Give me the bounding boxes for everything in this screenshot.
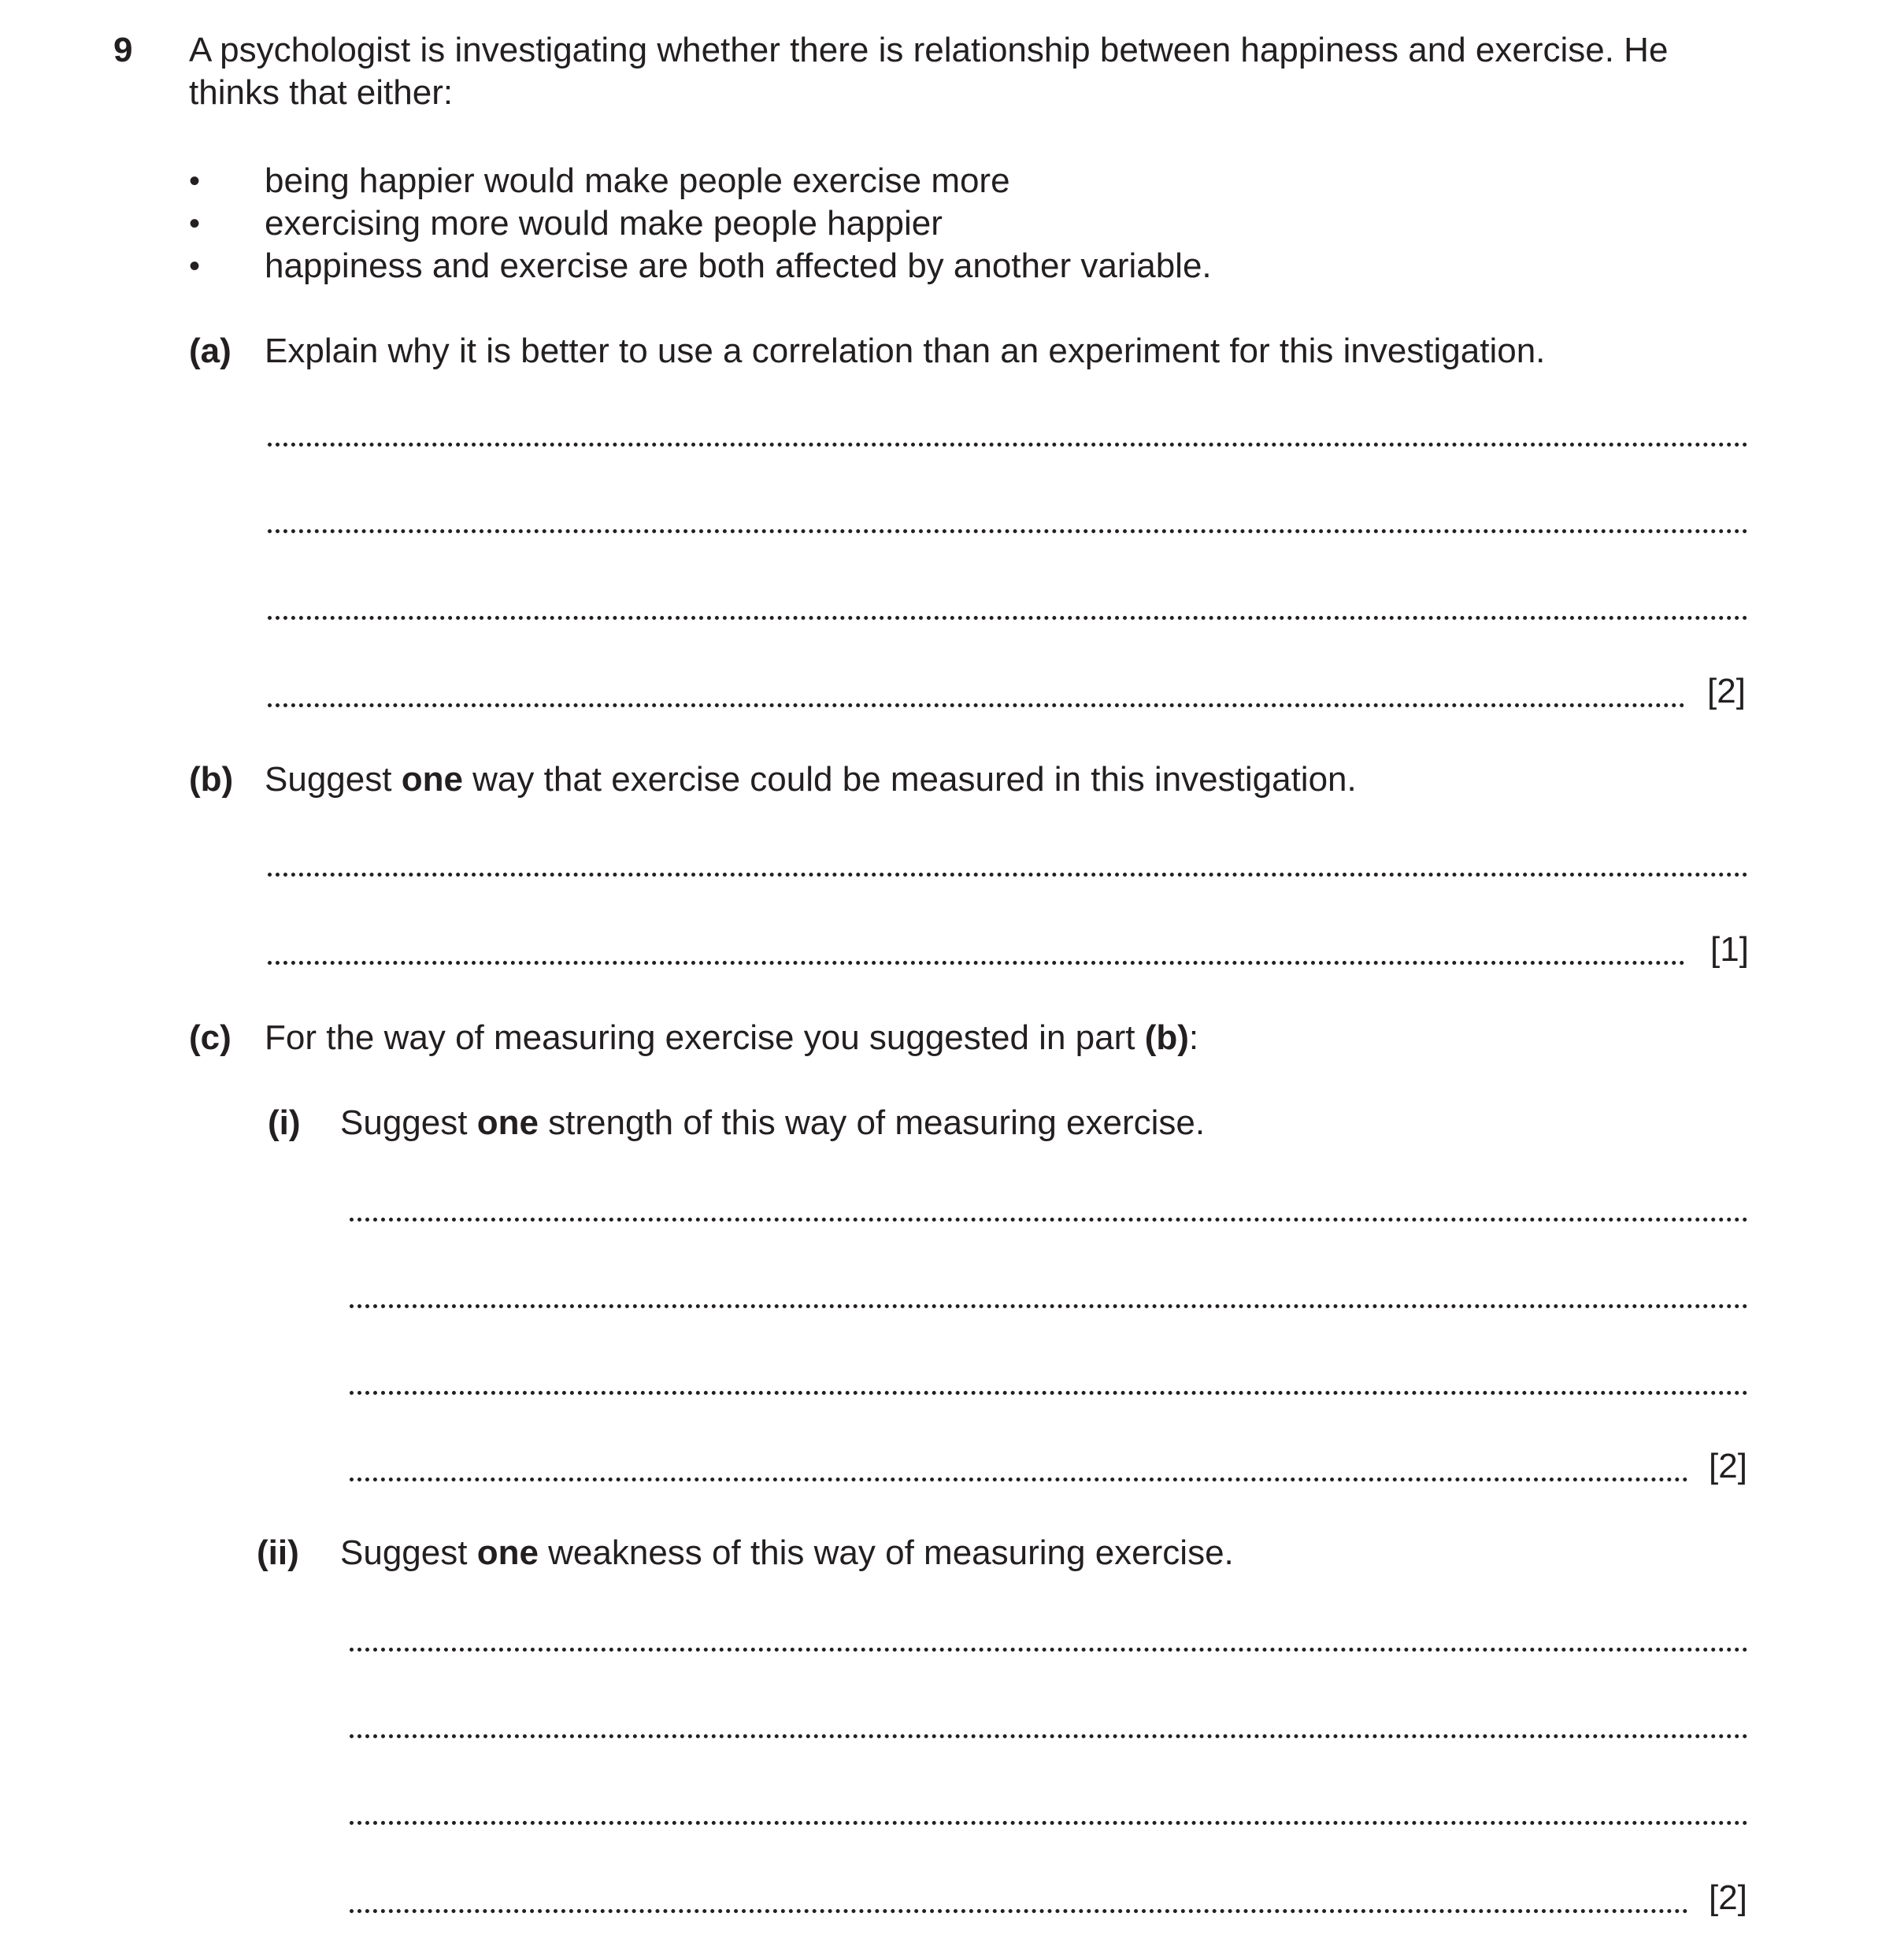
answer-line-c-ii-1[interactable] (350, 1648, 1748, 1652)
answer-line-c-ii-3[interactable] (350, 1821, 1748, 1825)
bullet-item-1: being happier would make people exercise more (265, 161, 1010, 200)
answer-line-c-ii-2[interactable] (350, 1734, 1748, 1738)
part-c-text-after: : (1188, 1018, 1199, 1057)
answer-line-a-2[interactable] (268, 529, 1748, 533)
part-c-text-before: For the way of measuring exercise you suggested in part (265, 1018, 1145, 1057)
answer-line-c-i-3[interactable] (350, 1391, 1748, 1395)
part-c-ii-text-bold: one (476, 1533, 539, 1572)
part-c-prompt (265, 1018, 1198, 1059)
question-stem-line-1: A psychologist is investigating whether there is relationship between happiness and exercise. He (189, 31, 1669, 69)
part-b-label: (b) (189, 760, 234, 799)
answer-line-c-i-4[interactable] (350, 1478, 1688, 1481)
part-c-i-text-before: Suggest (340, 1103, 477, 1142)
bullet-symbol-2: • (189, 206, 201, 241)
part-c-i-text-bold: one (476, 1103, 539, 1142)
part-c-ii-text-before: Suggest (340, 1533, 477, 1572)
answer-line-b-1[interactable] (268, 873, 1748, 877)
marks-c-ii: [2] (1709, 1878, 1747, 1917)
part-b-text-before: Suggest (265, 760, 402, 799)
part-a-prompt: Explain why it is better to use a correlation than an experiment for this investigation. (265, 332, 1546, 370)
part-b-text-after: way that exercise could be measured in this investigation. (462, 760, 1357, 799)
part-c-ii-text-after: weakness of this way of measuring exercise. (538, 1533, 1234, 1572)
answer-line-a-3[interactable] (268, 616, 1748, 620)
question-number: 9 (113, 31, 133, 69)
part-c-ii-prompt (340, 1533, 1234, 1574)
answer-line-c-i-1[interactable] (350, 1218, 1748, 1222)
answer-line-c-ii-4[interactable] (350, 1909, 1688, 1913)
part-b-text-bold: one (401, 760, 463, 799)
bullet-item-3: happiness and exercise are both affected by another variable. (265, 247, 1212, 285)
part-c-label: (c) (189, 1018, 232, 1057)
marks-a: [2] (1707, 672, 1746, 710)
part-b-prompt (265, 759, 1357, 800)
answer-line-a-1[interactable] (268, 443, 1748, 447)
answer-line-b-2[interactable] (268, 961, 1685, 965)
part-c-text-bold: (b) (1144, 1018, 1189, 1057)
part-c-ii-label: (ii) (257, 1533, 299, 1572)
bullet-item-2: exercising more would make people happier (265, 204, 943, 243)
part-c-i-text-after: strength of this way of measuring exercise. (538, 1103, 1206, 1142)
question-stem-line-2: thinks that either: (189, 73, 454, 112)
marks-b: [1] (1710, 930, 1749, 969)
part-c-i-prompt (340, 1103, 1205, 1144)
answer-line-a-4[interactable] (268, 703, 1685, 707)
bullet-symbol-3: • (189, 249, 201, 284)
answer-line-c-i-2[interactable] (350, 1304, 1748, 1308)
part-c-i-label: (i) (268, 1103, 301, 1142)
part-a-label: (a) (189, 332, 232, 370)
marks-c-i: [2] (1709, 1447, 1747, 1485)
bullet-symbol-1: • (189, 164, 201, 198)
